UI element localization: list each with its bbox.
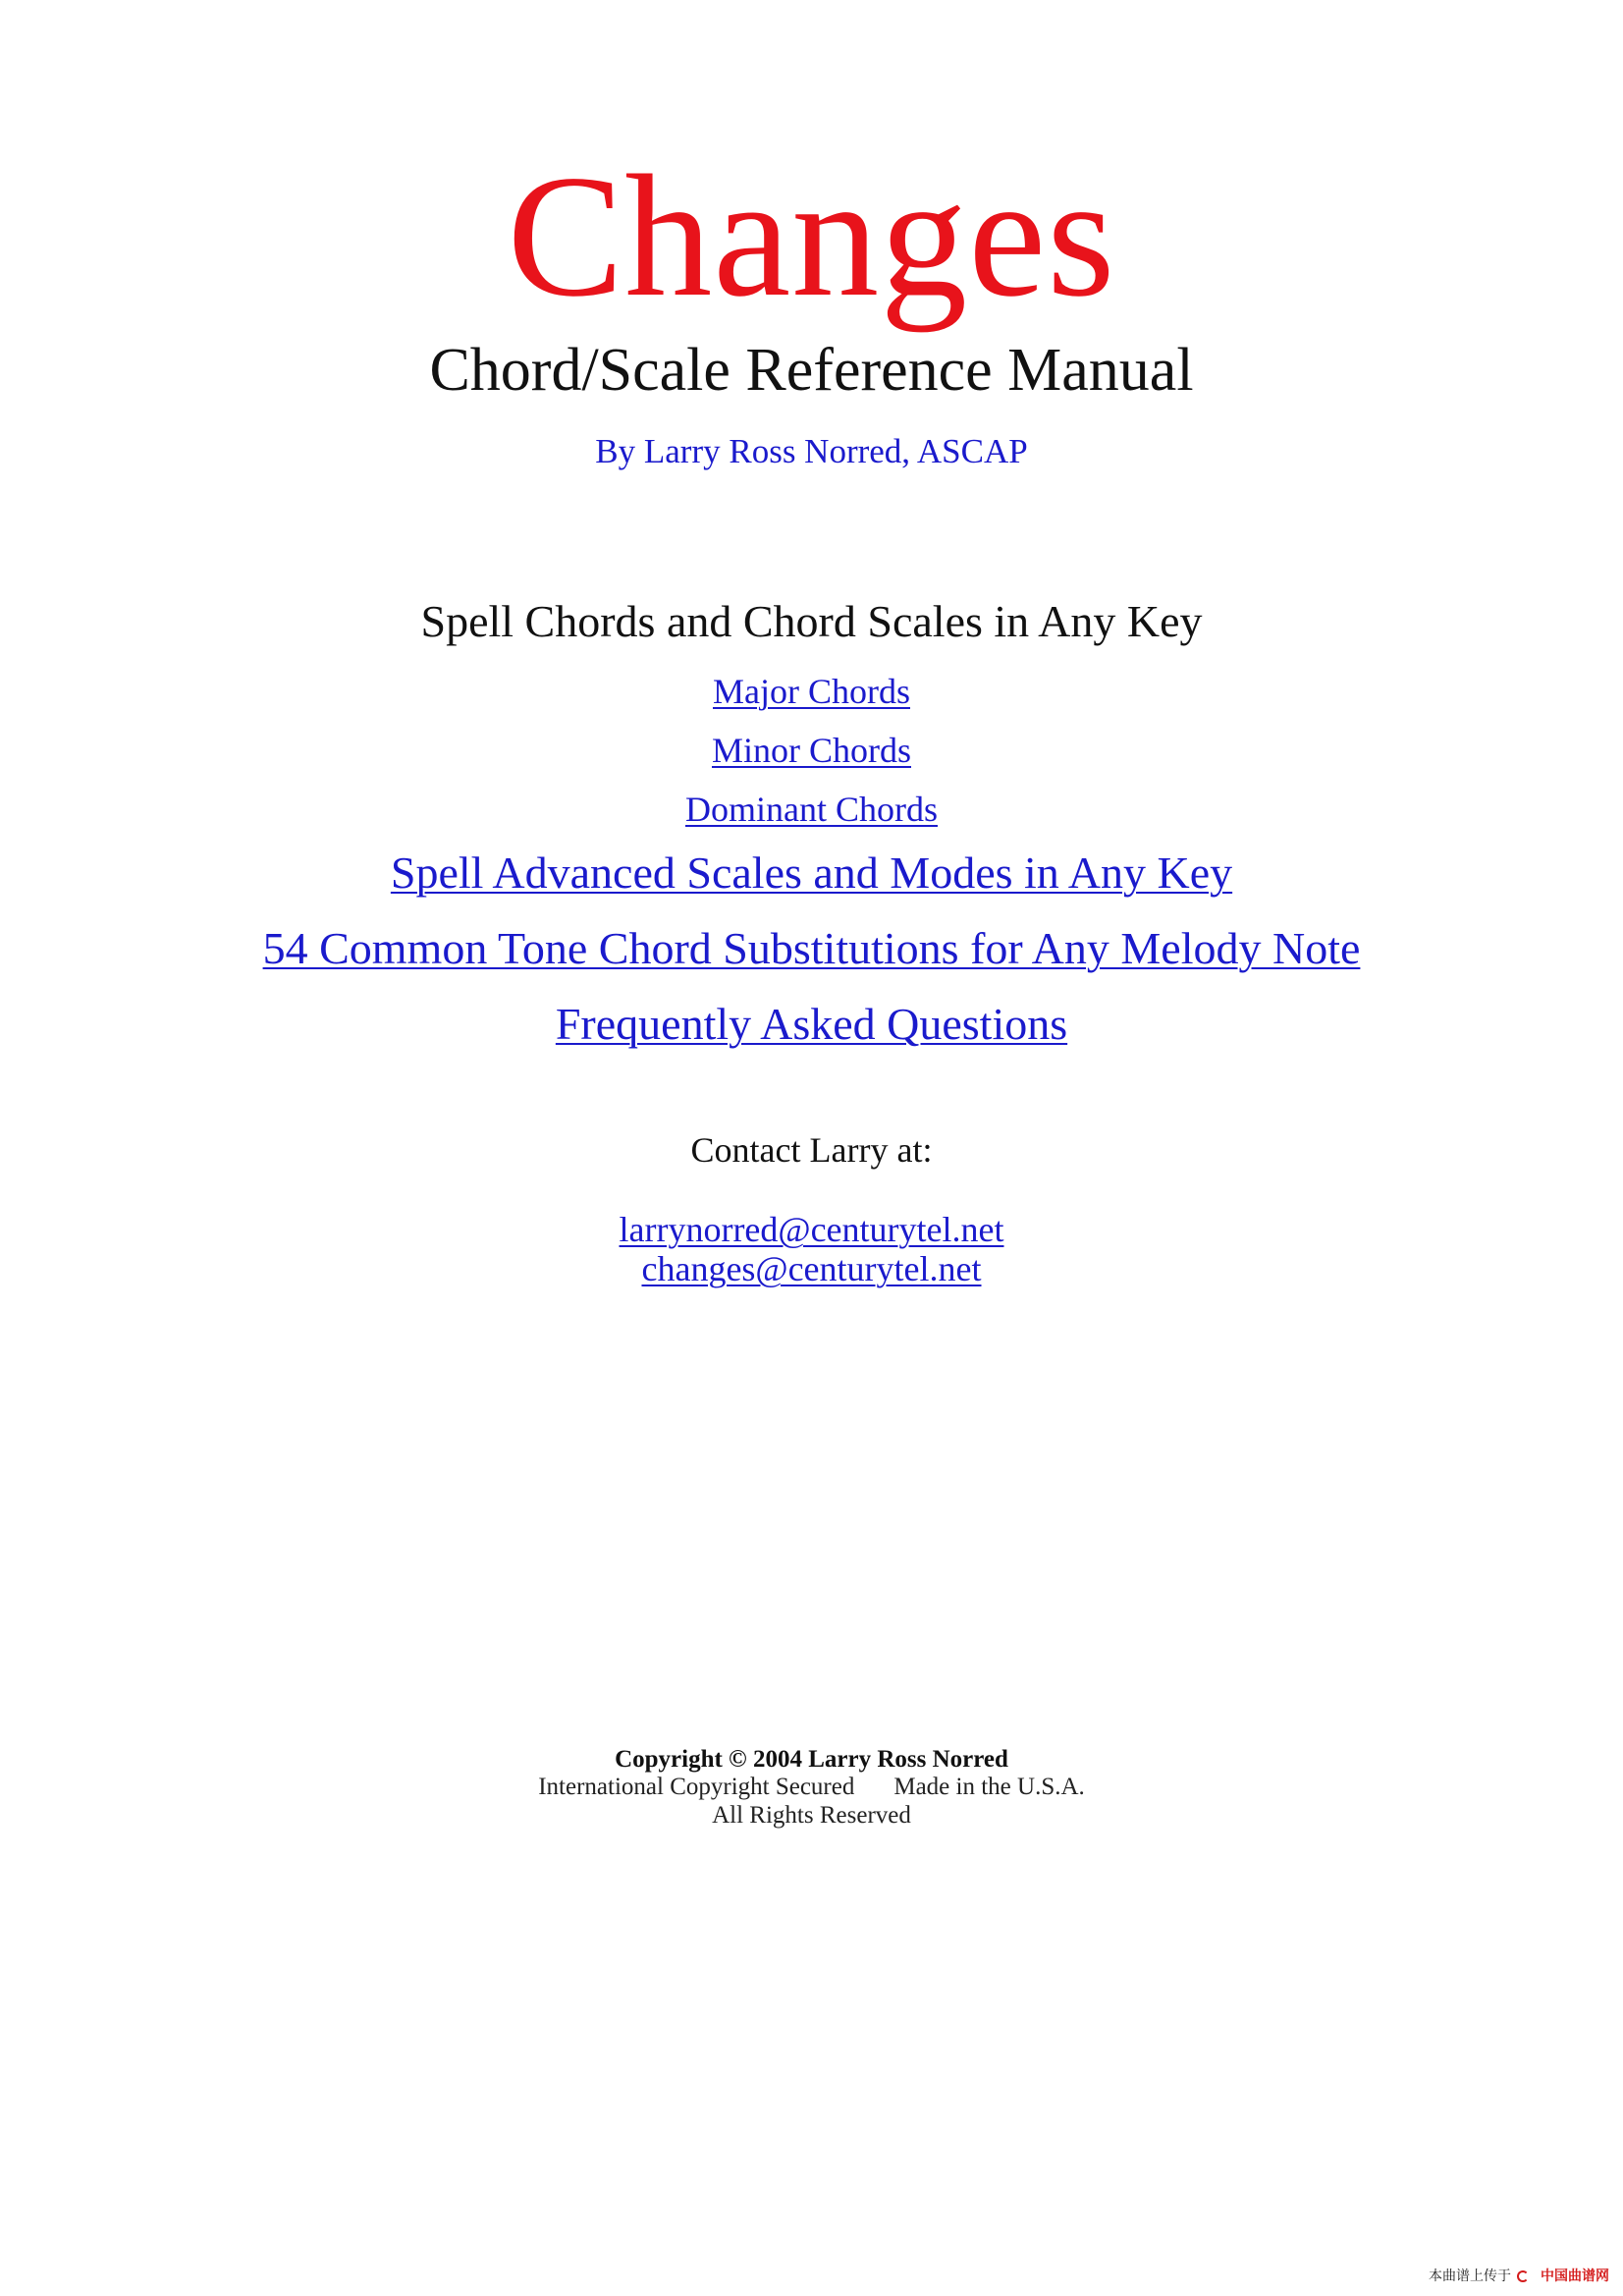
dominant-chords-row [0,790,1623,829]
contact-label: Contact Larry at: [690,1130,933,1170]
copyright-secured-line [0,1774,1623,1801]
watermark-prefix: 本曲谱上传于 [1429,2269,1511,2284]
faq-row [0,998,1623,1051]
watermark [1429,2269,1609,2284]
major-chords-row [0,672,1623,711]
document-subtitle: Chord/Scale Reference Manual [429,337,1194,404]
major-chords-link[interactable]: Major Chords [713,672,910,711]
email-row-2 [0,1249,1623,1288]
document-title: Changes [507,138,1116,333]
author-line: By Larry Ross Norred, ASCAP [595,432,1028,470]
minor-chords-link[interactable]: Minor Chords [711,731,911,770]
section-heading: Spell Chords and Chord Scales in Any Key [420,596,1203,646]
faq-link[interactable]: Frequently Asked Questions [555,999,1068,1049]
minor-chords-row [0,731,1623,770]
advanced-scales-row [0,847,1623,900]
email-link-changes[interactable]: changes@centurytel.net [641,1249,982,1288]
chord-substitutions-row [0,922,1623,975]
watermark-logo-icon [1517,2269,1535,2283]
email-link-larrynorred[interactable]: larrynorred@centurytel.net [619,1210,1004,1249]
all-rights-reserved-line: All Rights Reserved [712,1802,911,1829]
dominant-chords-link[interactable]: Dominant Chords [685,790,938,829]
email-row-1 [0,1210,1623,1249]
watermark-brand: 中国曲谱网 [1541,2269,1609,2284]
copyright-secured-text: International Copyright Secured [538,1774,855,1800]
made-in-usa-text: Made in the U.S.A. [893,1774,1085,1800]
advanced-scales-link[interactable]: Spell Advanced Scales and Modes in Any Key [390,847,1233,898]
chord-substitutions-link[interactable]: 54 Common Tone Chord Substitutions for Any Melody Note [262,923,1361,973]
copyright-line: Copyright © 2004 Larry Ross Norred [615,1746,1008,1773]
